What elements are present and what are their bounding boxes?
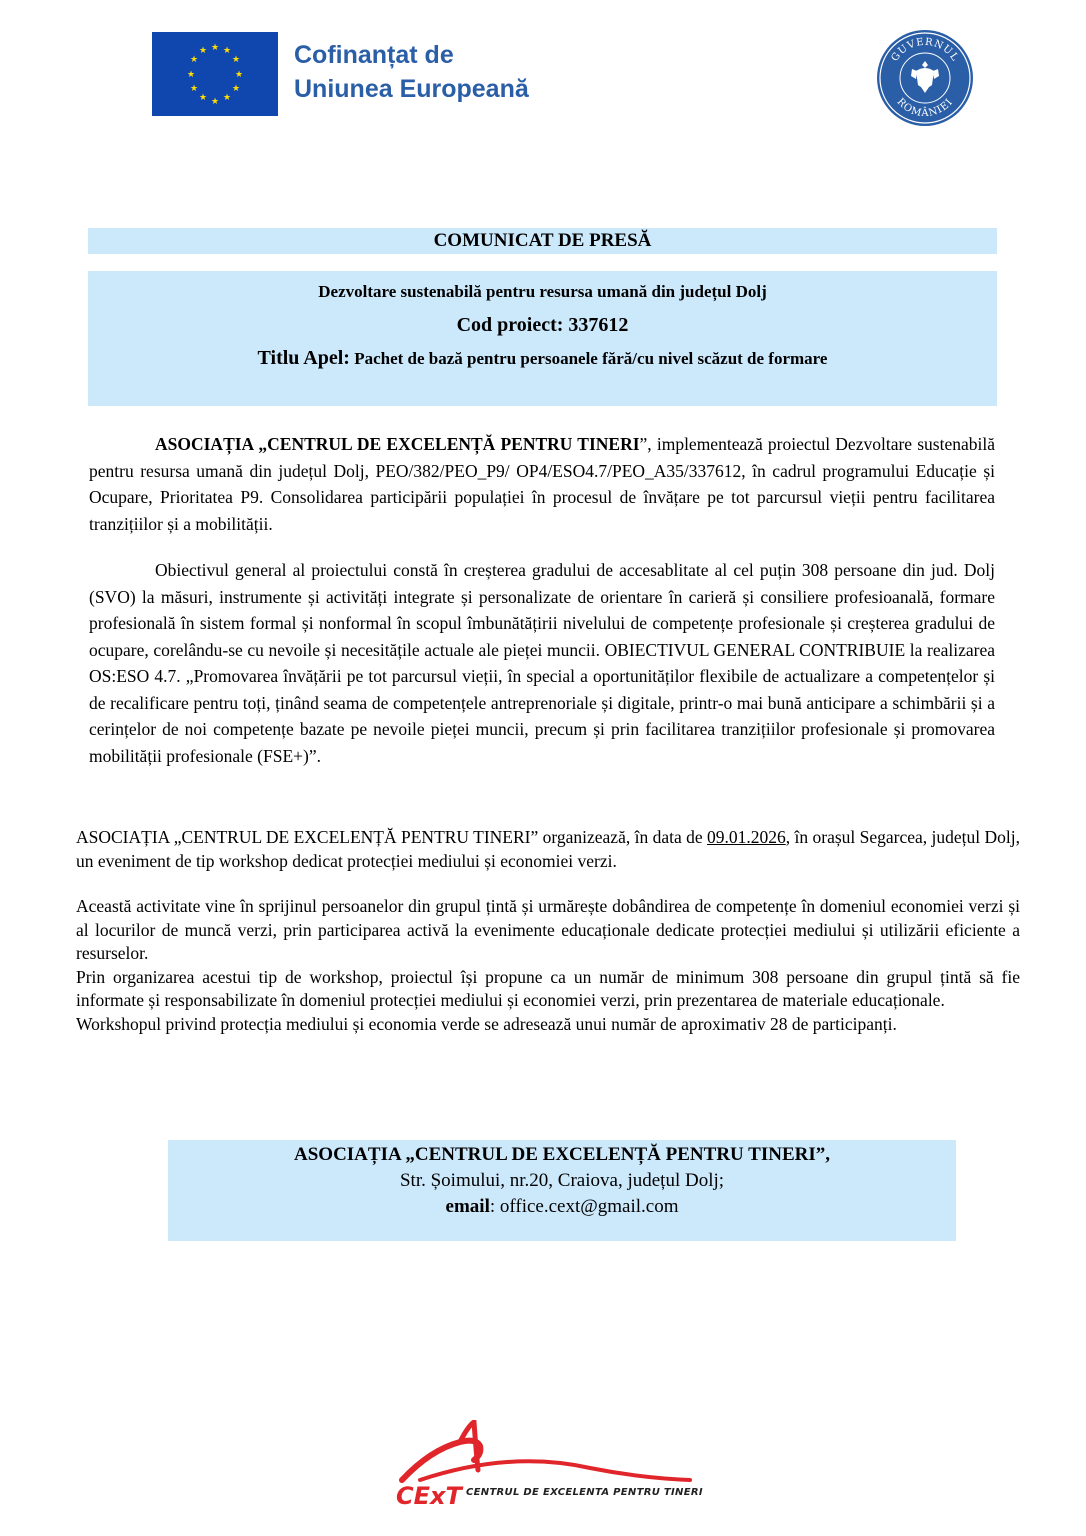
- eu-line-2: Uniunea Europeană: [294, 75, 529, 103]
- seal-top-text: GUVERNUL: [889, 36, 961, 64]
- activity-line-2: Prin organizarea acestui tip de workshop, proiectul își propune ca un număr de minimum 308 persoane din grupul țintă să fie informate și responsabilizate în domeniul protecției mediului și economiei verzi, prin prezentarea de materiale educaționale.: [76, 966, 1020, 1010]
- svg-text:★: ★: [210, 97, 220, 107]
- paragraph-1-text: ”, implementează proiectul Dezvoltare sustenabilă pentru resursa umană din județul Dolj, PEO/382/PEO_P9/ OP4/ESO4.7/PEO_A35/337612, în cadrul programului Educație și Ocupare, Prioritatea P9. Consolidarea participării populației în procesul de învățare pe tot parcursul vieții pentru facilitarea tranzițiilor și a mobilității.: [89, 434, 995, 534]
- cext-mark: CExT: [396, 1482, 462, 1510]
- svg-text:★: ★: [189, 84, 199, 94]
- svg-text:★: ★: [231, 84, 241, 94]
- cext-tagline: CENTRUL DE EXCELENTA PENTRU TINERI: [466, 1487, 703, 1498]
- svg-text:★: ★: [222, 46, 232, 56]
- activity-line-1: Această activitate vine în sprijinul persoanelor din grupul țintă și urmărește dobândirea de competențe în domeniul economiei verzi și al locurilor de muncă verzi, prin participarea activă la evenimente educaționale dedicate protecției mediului și utilizării eficiente a resurselor.: [76, 896, 1020, 963]
- event-date: 09.01.2026: [707, 827, 786, 847]
- svg-text:★: ★: [198, 46, 208, 56]
- event-text-before: ASOCIAȚIA „CENTRUL DE EXCELENȚĂ PENTRU TINERI” organizează, în data de: [76, 827, 707, 847]
- contact-org: ASOCIAȚIA „CENTRUL DE EXCELENȚĂ PENTRU TINERI”,: [294, 1144, 830, 1165]
- call-value: Pachet de bază pentru persoanele fără/cu nivel scăzut de formare: [354, 349, 828, 368]
- project-info-box: [88, 271, 997, 406]
- contact-address: Str. Șoimului, nr.20, Craiova, județul Dolj;: [399, 1170, 725, 1191]
- seal-bottom-text: ROMÂNIEI: [894, 96, 956, 120]
- eu-cofinancing-label: [294, 38, 529, 106]
- email-label: email: [445, 1196, 490, 1217]
- contact-email: [168, 1194, 956, 1220]
- eu-stars-icon: [152, 32, 278, 116]
- project-call: [88, 347, 997, 370]
- svg-text:★: ★: [210, 43, 220, 53]
- paragraph-activity: [76, 895, 1020, 1036]
- paragraph-objective: Obiectivul general al proiectului constă în creșterea gradului de accesablitate al cel puțin 308 persoane din jud. Dolj (SVO) la măsuri, instrumente și activități integrate și personalizate de orientare în carieră și consiliere profesioanală, formare profesională în sistem formal și nonformal în scopul îmbunătățirii nivelului de competențe profesionale și creșterea gradului de ocupare, corelându-se cu nevoile și necesitățile actuale ale pieței muncii. OBIECTIVUL GENERAL CONTRIBUIE la realizarea OS:ESO 4.7. „Promovarea învățării pe tot parcursul vieții, în special a oportunităților flexibile de actualizare a competențelor și de recalificare pentru toți, ținând seama de competențele antreprenoriale și digitale, printr-o mai bună anticipare a schimbării și a cerințelor de noi competențe bazate pe nevoile pieței muncii, precum și prin facilitarea tranzițiilor profesionale și promovarea mobilității profesionale (FSE+)”.: [89, 560, 995, 766]
- event-text-after: , în orașul Segarcea, județul Dolj, un eveniment de tip workshop dedicat protecției mediului și economiei verzi.: [76, 827, 1020, 871]
- activity-line-3: Workshopul privind protecția mediului și economia verde se adresează unui număr de aproximativ 28 de participanți.: [76, 1013, 897, 1034]
- government-seal-icon: [876, 29, 974, 127]
- eu-line-1: Cofinanțat de: [294, 41, 454, 69]
- paragraph-implementation: [89, 431, 995, 537]
- project-code: Cod proiect: 337612: [456, 314, 629, 336]
- call-label: Titlu Apel:: [257, 347, 350, 369]
- contact-box: [168, 1140, 956, 1241]
- project-name: Dezvoltare sustenabilă pentru resursa umană din județul Dolj: [318, 282, 767, 301]
- svg-text:★: ★: [198, 93, 208, 103]
- svg-text:★: ★: [189, 55, 199, 65]
- svg-text:★: ★: [231, 55, 241, 65]
- paragraph-event: [76, 826, 1020, 873]
- email-value: : office.cext@gmail.com: [489, 1196, 679, 1217]
- press-release-title: COMUNICAT DE PRESĂ: [88, 228, 997, 254]
- svg-text:★: ★: [222, 93, 232, 103]
- svg-text:★: ★: [186, 70, 196, 80]
- svg-text:★: ★: [234, 70, 244, 80]
- eu-flag-icon: [152, 32, 278, 116]
- org-name: ASOCIAȚIA „CENTRUL DE EXCELENȚĂ PENTRU TINERI: [155, 434, 640, 454]
